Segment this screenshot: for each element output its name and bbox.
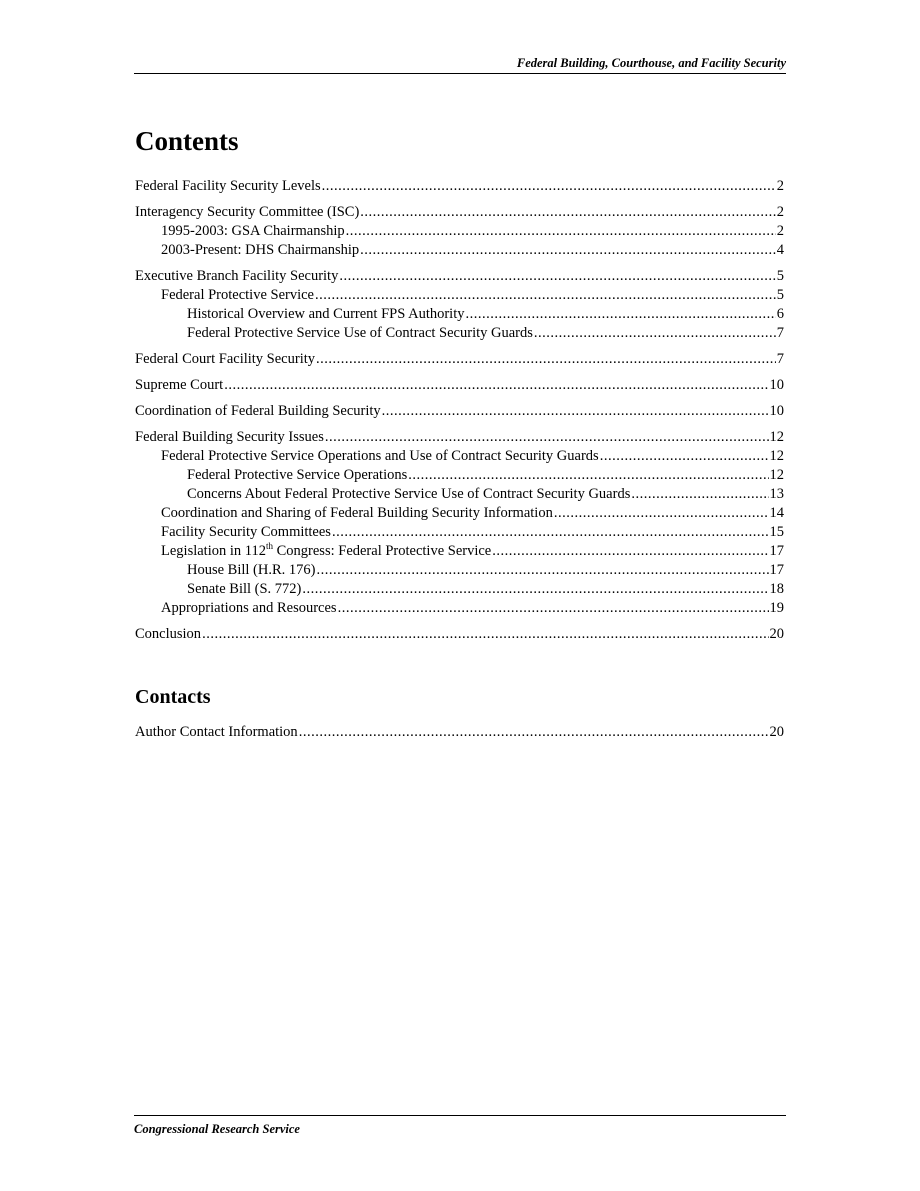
page-number: 19 bbox=[769, 600, 784, 616]
toc-entry[interactable]: Federal Protective Service Operations ..... 12 bbox=[135, 466, 784, 485]
page-number: 10 bbox=[769, 403, 784, 419]
contents-list bbox=[135, 177, 784, 644]
toc-entry[interactable]: Interagency Security Committee (ISC) ..... 2 bbox=[135, 203, 784, 222]
toc-entry[interactable]: Author Contact Information ..... 20 bbox=[135, 723, 784, 742]
page-number: 10 bbox=[769, 377, 784, 393]
toc-entry[interactable]: Facility Security Committees ..... 15 bbox=[135, 523, 784, 542]
page-number: 7 bbox=[776, 351, 784, 367]
page-number: 2 bbox=[776, 204, 784, 220]
toc-entry[interactable]: Executive Branch Facility Security ..... 5 bbox=[135, 267, 784, 286]
toc-entry[interactable]: Federal Court Facility Security ..... 7 bbox=[135, 350, 784, 369]
toc-entry[interactable]: Legislation in 112th Congress: Federal Protective Service ..... 17 bbox=[135, 542, 784, 561]
contacts-heading: Contacts bbox=[135, 686, 211, 708]
running-footer: Congressional Research Service bbox=[134, 1115, 786, 1137]
page-number: 20 bbox=[769, 724, 784, 740]
page-number: 7 bbox=[776, 325, 784, 341]
page-number: 18 bbox=[769, 581, 784, 597]
page-number: 17 bbox=[769, 543, 784, 559]
page-number: 2 bbox=[776, 178, 784, 194]
page-number: 12 bbox=[769, 429, 784, 445]
page-number: 5 bbox=[776, 287, 784, 303]
toc-entry[interactable]: 1995-2003: GSA Chairmanship ..... 2 bbox=[135, 222, 784, 241]
toc-entry[interactable]: House Bill (H.R. 176) ..... 17 bbox=[135, 561, 784, 580]
toc-entry[interactable]: Appropriations and Resources ..... 19 bbox=[135, 599, 784, 618]
running-header: Federal Building, Courthouse, and Facility Security bbox=[134, 56, 786, 74]
toc-entry[interactable]: Federal Protective Service Use of Contract Security Guards ..... 7 bbox=[135, 324, 784, 343]
page-number: 4 bbox=[776, 242, 784, 258]
page-number: 17 bbox=[769, 562, 784, 578]
toc-entry[interactable]: Federal Facility Security Levels ..... 2 bbox=[135, 177, 784, 196]
contents-heading: Contents bbox=[135, 126, 239, 156]
page-number: 14 bbox=[769, 505, 784, 521]
toc-entry[interactable]: Coordination of Federal Building Security ..... 10 bbox=[135, 402, 784, 421]
toc-entry[interactable]: Senate Bill (S. 772) ..... 18 bbox=[135, 580, 784, 599]
toc-entry[interactable]: Federal Protective Service ..... 5 bbox=[135, 286, 784, 305]
contacts-list bbox=[135, 723, 784, 742]
page-number: 20 bbox=[769, 626, 784, 642]
page-number: 15 bbox=[769, 524, 784, 540]
toc-entry[interactable]: Conclusion ..... 20 bbox=[135, 625, 784, 644]
toc-entry[interactable]: Coordination and Sharing of Federal Building Security Information ..... 14 bbox=[135, 504, 784, 523]
toc-entry[interactable]: Historical Overview and Current FPS Authority ..... 6 bbox=[135, 305, 784, 324]
toc-entry[interactable]: 2003-Present: DHS Chairmanship ..... 4 bbox=[135, 241, 784, 260]
page-number: 12 bbox=[769, 467, 784, 483]
toc-entry[interactable]: Federal Protective Service Operations and Use of Contract Security Guards ..... 12 bbox=[135, 447, 784, 466]
page-number: 6 bbox=[776, 306, 784, 322]
toc-entry[interactable]: Concerns About Federal Protective Service Use of Contract Security Guards ..... 13 bbox=[135, 485, 784, 504]
page-number: 13 bbox=[769, 486, 784, 502]
page-number: 12 bbox=[769, 448, 784, 464]
toc-entry[interactable]: Federal Building Security Issues ..... 12 bbox=[135, 428, 784, 447]
page-number: 2 bbox=[776, 223, 784, 239]
toc-entry[interactable]: Supreme Court ..... 10 bbox=[135, 376, 784, 395]
page-number: 5 bbox=[776, 268, 784, 284]
